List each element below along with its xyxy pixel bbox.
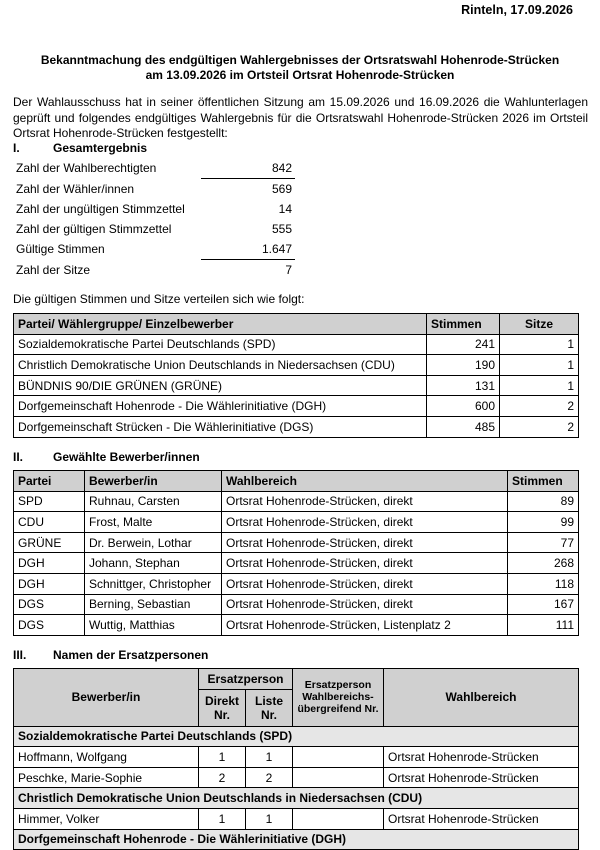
summary-label: Zahl der Wahlberechtigten	[16, 161, 157, 176]
distribution-note: Die gültigen Stimmen und Sitze verteilen sich wie folgt:	[13, 292, 305, 306]
substitute-direkt: 1	[199, 808, 246, 829]
elected-name: Dr. Berwein, Lothar	[85, 532, 222, 553]
summary-value: 14	[278, 202, 292, 216]
party-group-row	[14, 788, 579, 809]
substitute-liste: 2	[246, 767, 293, 788]
summary-label: Zahl der Sitze	[16, 262, 91, 277]
summary-value: 7	[285, 263, 292, 277]
column-header: Bewerber/in	[85, 471, 222, 492]
elected-party: DGH	[14, 553, 85, 574]
section-2-heading	[13, 450, 200, 464]
section-1-heading	[13, 141, 147, 155]
column-header: Wahlbereich	[222, 471, 508, 492]
party-seats: 2	[500, 416, 579, 437]
table-row	[14, 553, 579, 574]
table-row	[14, 808, 579, 829]
summary-value: 1.647	[201, 239, 295, 260]
title-line-1: Bekanntmachung des endgültigen Wahlergebnisses der Ortsratswahl Hohenrode-Strücken	[40, 53, 560, 67]
substitute-name: Peschke, Marie-Sophie	[14, 767, 199, 788]
section-number: I.	[13, 141, 20, 155]
summary-row	[13, 158, 295, 179]
summary-label: Zahl der gültigen Stimmzettel	[16, 222, 172, 236]
elected-votes: 111	[508, 615, 579, 636]
elected-area: Ortsrat Hohenrode-Strücken, Listenplatz 2	[222, 615, 508, 636]
column-header: Wahlbereich	[384, 669, 579, 727]
elected-table	[13, 470, 579, 636]
summary-value: 569	[201, 179, 295, 200]
elected-area: Ortsrat Hohenrode-Strücken, direkt	[222, 532, 508, 553]
parties-table	[13, 313, 579, 438]
elected-votes: 167	[508, 594, 579, 615]
column-header: Sitze	[500, 314, 579, 335]
table-row	[14, 532, 579, 553]
elected-party: SPD	[14, 491, 85, 512]
substitute-area: Ortsrat Hohenrode-Strücken	[384, 808, 579, 829]
elected-name: Frost, Malte	[85, 512, 222, 533]
table-row	[14, 767, 579, 788]
table-row	[14, 491, 579, 512]
elected-votes: 118	[508, 573, 579, 594]
section-number: II.	[13, 450, 24, 464]
elected-area: Ortsrat Hohenrode-Strücken, direkt	[222, 553, 508, 574]
summary-row	[13, 260, 295, 281]
column-header: Partei	[14, 471, 85, 492]
table-row	[14, 573, 579, 594]
summary-row	[13, 199, 295, 219]
column-header: Stimmen	[508, 471, 579, 492]
substitute-name: Hoffmann, Wolfgang	[14, 747, 199, 768]
title-line-2: am 13.09.2026 im Ortsteil Ortsrat Hohenrode-Strücken	[145, 68, 455, 82]
summary-table	[13, 158, 295, 280]
elected-name: Wuttig, Matthias	[85, 615, 222, 636]
elected-votes: 99	[508, 512, 579, 533]
party-group-name: Dorfgemeinschaft Hohenrode - Die Wählerinitiative (DGH)	[14, 829, 579, 850]
table-row	[14, 747, 579, 768]
party-votes: 190	[427, 355, 500, 376]
column-header: Liste Nr.	[246, 689, 293, 726]
elected-party: DGS	[14, 615, 85, 636]
summary-label: Zahl der ungültigen Stimmzettel	[16, 202, 185, 216]
column-header: Partei/ Wählergruppe/ Einzelbewerber	[14, 314, 427, 335]
elected-area: Ortsrat Hohenrode-Strücken, direkt	[222, 594, 508, 615]
column-header: Stimmen	[427, 314, 500, 335]
party-name: Christlich Demokratische Union Deutschlands in Niedersachsen (CDU)	[14, 355, 427, 376]
section-title: Namen der Ersatzpersonen	[53, 648, 209, 662]
table-row	[14, 615, 579, 636]
table-row	[14, 396, 579, 417]
table-row	[14, 334, 579, 355]
party-votes: 241	[427, 334, 500, 355]
party-seats: 1	[500, 355, 579, 376]
section-number: III.	[13, 648, 27, 662]
elected-name: Berning, Sebastian	[85, 594, 222, 615]
elected-party: DGH	[14, 573, 85, 594]
party-name: Sozialdemokratische Partei Deutschlands (SPD)	[14, 334, 427, 355]
substitute-liste: 1	[246, 747, 293, 768]
elected-party: GRÜNE	[14, 532, 85, 553]
party-name: Dorfgemeinschaft Strücken - Die Wählerinitiative (DGS)	[14, 416, 427, 437]
summary-value: 555	[271, 222, 292, 236]
party-group-row	[14, 829, 579, 850]
substitute-ueber	[293, 747, 384, 768]
document-date: Rinteln, 17.09.2026	[461, 3, 573, 17]
summary-label: Gültige Stimmen	[16, 242, 105, 257]
table-row	[14, 416, 579, 437]
party-name: Dorfgemeinschaft Hohenrode - Die Wählerinitiative (DGH)	[14, 396, 427, 417]
party-seats: 2	[500, 396, 579, 417]
substitute-ueber	[293, 767, 384, 788]
party-group-name: Sozialdemokratische Partei Deutschlands (SPD)	[14, 726, 579, 747]
intro-paragraph: Der Wahlausschuss hat in seiner öffentlichen Sitzung am 15.09.2026 und 16.09.2026 die Wahlunterlagen geprüft und folgendes endgültiges Wahlergebnis für die Ortsratswahl Hohenrode-Strücken 2026 im Ortsteil Ortsrat Hohenrode-Strücken festgestellt:	[13, 95, 588, 140]
elected-area: Ortsrat Hohenrode-Strücken, direkt	[222, 491, 508, 512]
column-header: Direkt Nr.	[199, 689, 246, 726]
substitute-liste: 1	[246, 808, 293, 829]
table-row	[14, 512, 579, 533]
section-3-heading	[13, 648, 208, 662]
table-row	[14, 355, 579, 376]
substitutes-table	[13, 668, 579, 850]
party-group-name: Christlich Demokratische Union Deutschlands in Niedersachsen (CDU)	[14, 788, 579, 809]
party-seats: 1	[500, 375, 579, 396]
section-title: Gesamtergebnis	[53, 141, 148, 155]
summary-label: Zahl der Wähler/innen	[16, 181, 135, 196]
elected-party: CDU	[14, 512, 85, 533]
elected-votes: 77	[508, 532, 579, 553]
substitutes-header-row	[14, 669, 579, 690]
summary-row	[13, 179, 295, 200]
section-title: Gewählte Bewerber/innen	[53, 450, 200, 464]
substitute-direkt: 1	[199, 747, 246, 768]
elected-header-row	[14, 471, 579, 492]
elected-name: Schnittger, Christopher	[85, 573, 222, 594]
party-name: BÜNDNIS 90/DIE GRÜNEN (GRÜNE)	[14, 375, 427, 396]
elected-name: Johann, Stephan	[85, 553, 222, 574]
summary-value: 842	[271, 161, 292, 175]
elected-name: Ruhnau, Carsten	[85, 491, 222, 512]
substitute-ueber	[293, 808, 384, 829]
column-header: Ersatzperson	[199, 669, 293, 690]
substitute-name: Himmer, Volker	[14, 808, 199, 829]
substitute-direkt: 2	[199, 767, 246, 788]
substitute-area: Ortsrat Hohenrode-Strücken	[384, 767, 579, 788]
column-header: Ersatzperson Wahlbereichs-übergreifend Nr.	[293, 669, 384, 727]
table-row	[14, 594, 579, 615]
party-group-row	[14, 726, 579, 747]
elected-party: DGS	[14, 594, 85, 615]
summary-row	[13, 219, 295, 239]
party-seats: 1	[500, 334, 579, 355]
table-row	[14, 375, 579, 396]
parties-header-row	[14, 314, 579, 335]
party-votes: 131	[427, 375, 500, 396]
document-title	[0, 53, 600, 83]
summary-row	[13, 239, 295, 260]
party-votes: 485	[427, 416, 500, 437]
party-votes: 600	[427, 396, 500, 417]
elected-votes: 89	[508, 491, 579, 512]
elected-votes: 268	[508, 553, 579, 574]
column-header: Bewerber/in	[14, 669, 199, 727]
elected-area: Ortsrat Hohenrode-Strücken, direkt	[222, 573, 508, 594]
elected-area: Ortsrat Hohenrode-Strücken, direkt	[222, 512, 508, 533]
substitute-area: Ortsrat Hohenrode-Strücken	[384, 747, 579, 768]
